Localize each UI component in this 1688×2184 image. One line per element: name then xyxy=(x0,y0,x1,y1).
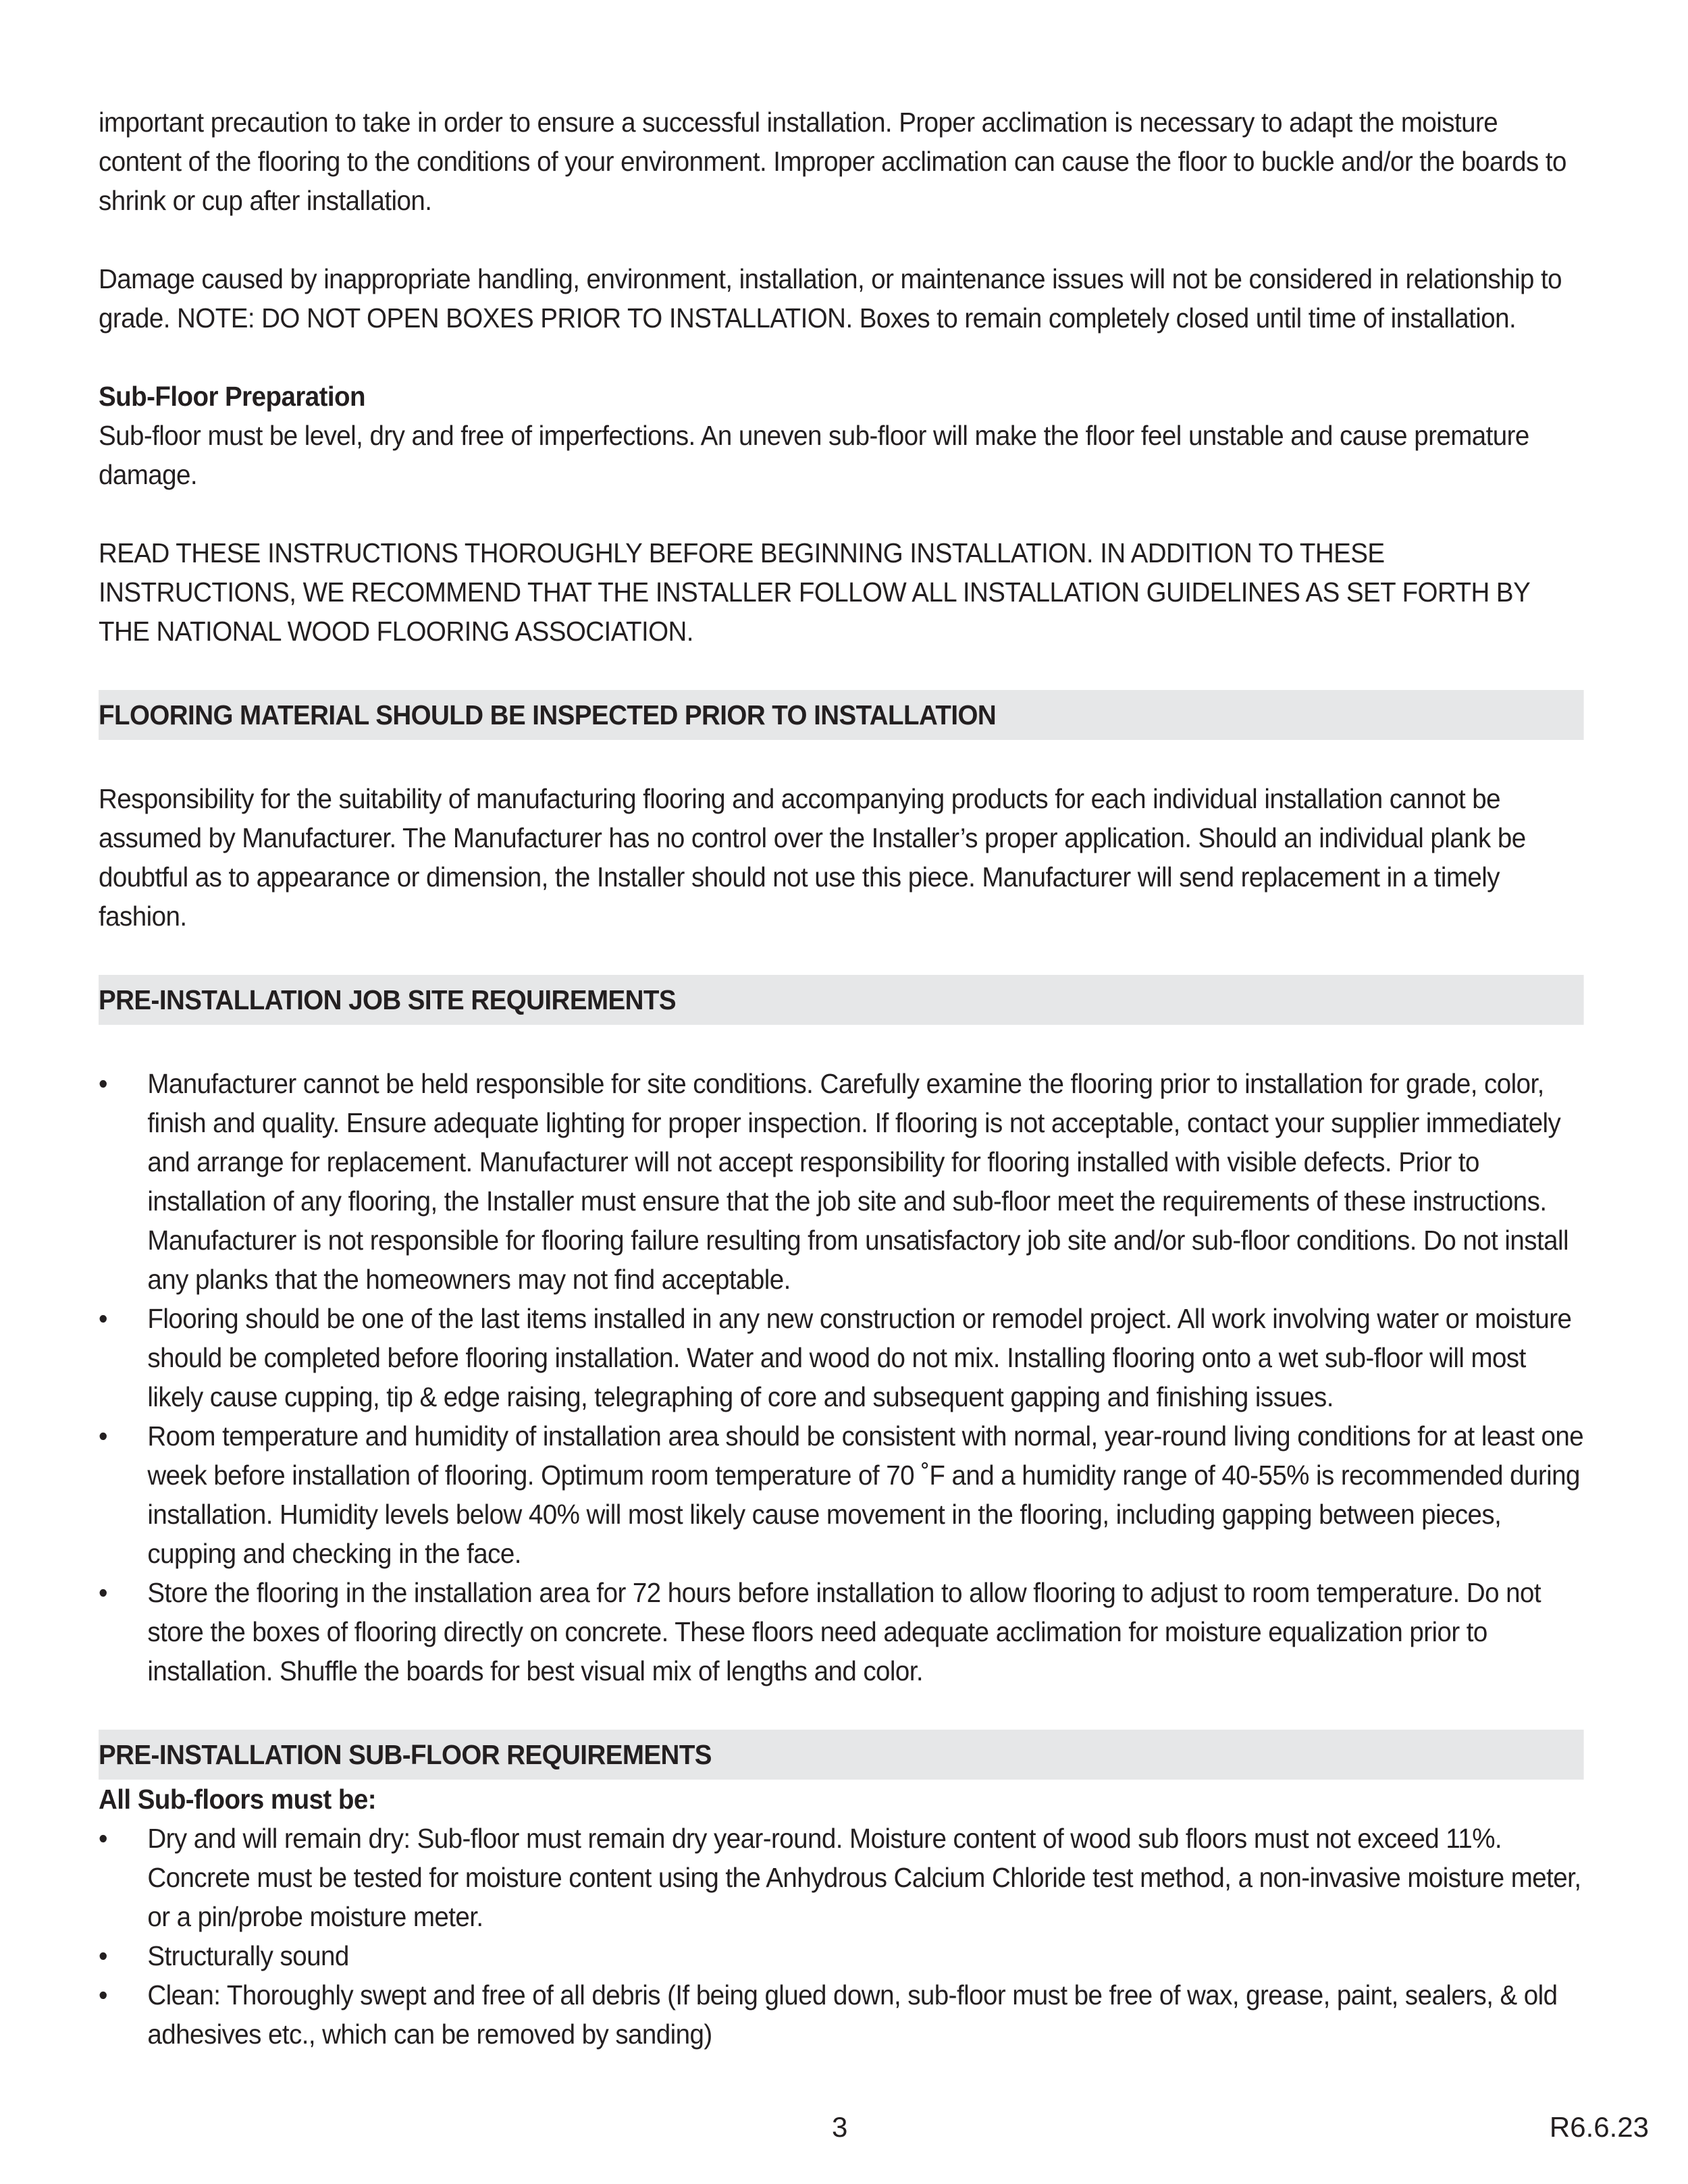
section-heading-inspection: FLOORING MATERIAL SHOULD BE INSPECTED PRIOR TO INSTALLATION xyxy=(99,690,1584,740)
list-item-text: Room temperature and humidity of installation area should be consistent with normal, year-round living conditions for at least one week before installation of flooring. Optimum room temperature of 70 ˚F and a humidity range of 40-55% is recommended during installation. Humidity levels below 40% will most likely cause movement in the flooring, including gapping between pieces, cupping and checking in the face. xyxy=(147,1420,1584,1569)
page-number: 3 xyxy=(832,2111,848,2143)
list-item xyxy=(99,1064,1584,1299)
section-heading-subfloor-requirements: PRE-INSTALLATION SUB-FLOOR REQUIREMENTS xyxy=(99,1730,1584,1780)
list-item-text: Clean: Thoroughly swept and free of all debris (If being glued down, sub-floor must be free of wax, grease, paint, sealers, & old adhesives etc., which can be removed by sanding) xyxy=(147,1979,1558,2050)
job-site-list xyxy=(99,1064,1584,1690)
list-item xyxy=(99,1416,1584,1573)
inspection-text: Responsibility for the suitability of manufacturing flooring and accompanying products for each individual installation cannot be assumed by Manufacturer. The Manufacturer has no control over the Installer’s proper application. Should an individual plank be doubtful as to appearance or dimension, the Installer should not use this piece. Manufacturer will send replacement in a timely fashion. xyxy=(99,783,1526,932)
revision-code: R6.6.23 xyxy=(1549,2111,1649,2143)
subfloor-requirements-list xyxy=(99,1819,1584,2054)
subfloor-requirements-lead: All Sub-floors must be: xyxy=(99,1784,376,1815)
intro-paragraph-2: Damage caused by inappropriate handling, environment, installation, or maintenance issues will not be considered in relationship to grade. NOTE: DO NOT OPEN BOXES PRIOR TO INSTALLATION. Boxes to remain completely closed until time of installation. xyxy=(99,263,1562,334)
bullet-icon: • xyxy=(99,1303,107,1334)
list-item xyxy=(99,1573,1584,1690)
section-heading-job-site: PRE-INSTALLATION JOB SITE REQUIREMENTS xyxy=(99,975,1584,1025)
notice-paragraph: READ THESE INSTRUCTIONS THOROUGHLY BEFORE BEGINNING INSTALLATION. IN ADDITION TO THESE INSTRUCTIONS, WE RECOMMEND THAT THE INSTALLER FOLLOW ALL INSTALLATION GUIDELINES AS SET FORTH BY THE NATIONAL WOOD FLOORING ASSOCIATION. xyxy=(99,537,1530,647)
list-item-text: Flooring should be one of the last items installed in any new construction or remodel project. All work involving water or moisture should be completed before flooring installation. Water and wood do not mix. Installing flooring onto a wet sub-floor will most likely cause cupping, tip & edge raising, telegraphing of core and subsequent gapping and finishing issues. xyxy=(147,1303,1572,1412)
bullet-icon: • xyxy=(99,1823,107,1854)
bullet-icon: • xyxy=(99,1068,107,1099)
bullet-icon: • xyxy=(99,1420,107,1451)
list-item-text: Store the flooring in the installation area for 72 hours before installation to allow flooring to adjust to room temperature. Do not store the boxes of flooring directly on concrete. These floors need adequate acclimation for moisture equalization prior to installation. Shuffle the boards for best visual mix of lengths and color. xyxy=(147,1577,1541,1686)
subfloor-prep-text: Sub-floor must be level, dry and free of imperfections. An uneven sub-floor will make the floor feel unstable and cause premature damage. xyxy=(99,420,1529,490)
list-item xyxy=(99,1936,1584,1975)
bullet-icon: • xyxy=(99,1577,107,1608)
list-item xyxy=(99,1819,1584,1936)
intro-paragraph-1: important precaution to take in order to ensure a successful installation. Proper acclimation is necessary to adapt the moisture content of the flooring to the conditions of your environment. Improper acclimation can cause the floor to buckle and/or the boards to shrink or cup after installation. xyxy=(99,107,1566,216)
list-item xyxy=(99,1299,1584,1416)
list-item-text: Manufacturer cannot be held responsible for site conditions. Carefully examine the flooring prior to installation for grade, color, finish and quality. Ensure adequate lighting for proper inspection. If flooring is not acceptable, contact your supplier immediately and arrange for replacement. Manufacturer will not accept responsibility for flooring installed with visible defects. Prior to installation of any flooring, the Installer must ensure that the job site and sub-floor meet the requirements of these instructions. Manufacturer is not responsible for flooring failure resulting from unsatisfactory job site and/or sub-floor conditions. Do not install any planks that the homeowners may not find acceptable. xyxy=(147,1068,1568,1295)
subfloor-prep-heading: Sub-Floor Preparation xyxy=(99,381,365,412)
list-item-text: Structurally sound xyxy=(147,1940,349,1971)
document-body xyxy=(99,103,1584,2054)
bullet-icon: • xyxy=(99,1979,107,2010)
bullet-icon: • xyxy=(99,1940,107,1971)
list-item-text: Dry and will remain dry: Sub-floor must remain dry year-round. Moisture content of wood sub floors must not exceed 11%. Concrete must be tested for moisture content using the Anhydrous Calcium Chloride test method, a non-invasive moisture meter, or a pin/probe moisture meter. xyxy=(147,1823,1581,1932)
list-item xyxy=(99,1975,1584,2054)
